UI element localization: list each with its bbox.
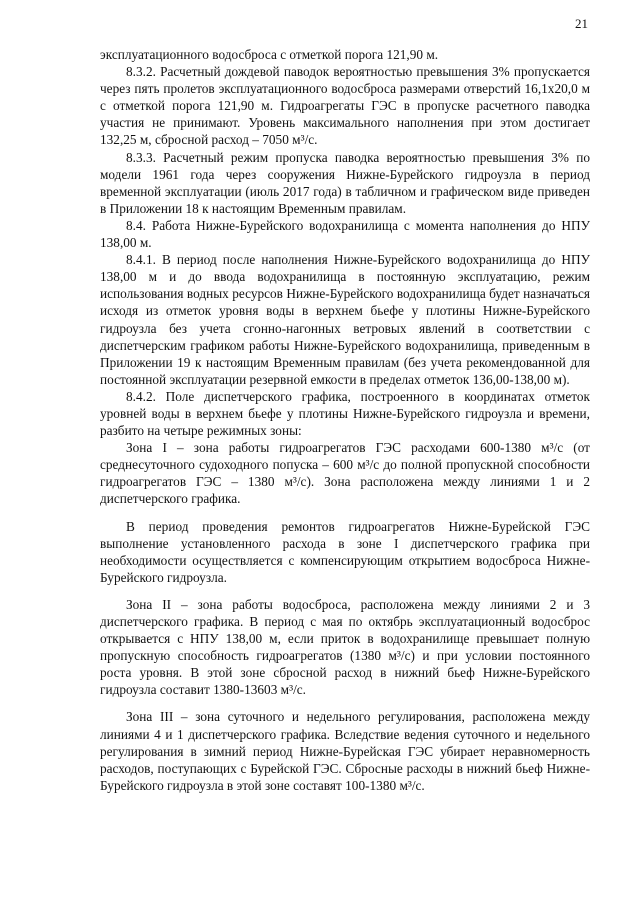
paragraph-zone-2: Зона II – зона работы водосброса, расположена между линиями 2 и 3 диспетчерского графика. В период с мая по октябрь эксплуатационный водосброс открывается с НПУ 138,00 м, если приток в водохранилище превышает полную пропускную способность гидроагрегатов (1380 м³/с) и при условии постоянного роста уровня. В этой зоне сбросной расход в нижний бьеф Нижне-Бурейского гидроузла составит 1380-13603 м³/с. <box>100 596 590 698</box>
paragraph-8-3-3: 8.3.3. Расчетный режим пропуска паводка вероятностью превышения 3% по модели 1961 года через сооружения Нижне-Бурейского гидроузла в период временной эксплуатации (июль 2017 года) в табличном и графическом виде приведен в Приложении 18 к настоящим Временным правилам. <box>100 149 590 216</box>
paragraph-8-4-1: 8.4.1. В период после наполнения Нижне-Бурейского водохранилища до НПУ 138,00 м и до ввода водохранилища в постоянную эксплуатацию, режим использования водных ресурсов Нижне-Бурейского водохранилища будет назначаться исходя из отметок уровня воды в верхнем бьефе у плотины Нижне-Бурейского гидроузла без учета сгонно-нагонных ветровых явлений в соответствии с диспетчерским графиком работы Нижне-Бурейского водохранилища, приведенным в Приложении 19 к настоящим Временным правилам (без учета рекомендованной для постоянной эксплуатации резервной емкости в пределах отметок 136,00-138,00 м). <box>100 252 590 387</box>
paragraph-8-3-1-continuation: эксплуатационного водосброса с отметкой порога 121,90 м. <box>100 47 439 62</box>
paragraph-repair-period: В период проведения ремонтов гидроагрегатов Нижне-Бурейской ГЭС выполнение установленного расхода в зоне I диспетчерского графика при необходимости осуществляется с компенсирующим открытием водосброса Нижне-Бурейского гидроузла. <box>100 518 590 585</box>
paragraph-8-3-2: 8.3.2. Расчетный дождевой паводок вероятностью превышения 3% пропускается через пять пролетов эксплуатационного водосброса размерами отверстий 16,1х20,0 м с отметкой порога 121,90 м. Гидроагрегаты ГЭС в пропуске расчетного паводка участия не принимают. Уровень максимального наполнения при этом достигает 132,25 м, сбросной расход – 7050 м³/с. <box>100 64 590 148</box>
page-number: 21 <box>575 16 588 31</box>
paragraph-8-4-2: 8.4.2. Поле диспетчерского графика, построенного в координатах отметок уровней воды в верхнем бьефе у плотины Нижне-Бурейского гидроузла и времени, разбито на четыре режимных зоны: <box>100 388 590 439</box>
paragraph-zone-1: Зона I – зона работы гидроагрегатов ГЭС расходами 600-1380 м³/с (от среднесуточного судоходного попуска – 600 м³/с до полной пропускной способности гидроагрегатов ГЭС – 1380 м³/с). Зона расположена между линиями 1 и 2 диспетчерского графика. <box>100 440 590 507</box>
paragraph-8-4: 8.4. Работа Нижне-Бурейского водохранилища с момента наполнения до НПУ 138,00 м. <box>100 217 590 251</box>
paragraph-zone-3: Зона III – зона суточного и недельного регулирования, расположена между линиями 4 и 1 диспетчерского графика. Вследствие ведения суточного и недельного регулирования в зимний период Нижне-Бурейская ГЭС убирает неравномерность расходов, поступающих с Бурейской ГЭС. Сбросные расходы в нижний бьеф Нижне-Бурейского гидроузла в этой зоне составят 100-1380 м³/с. <box>100 709 590 793</box>
document-body <box>100 46 590 794</box>
